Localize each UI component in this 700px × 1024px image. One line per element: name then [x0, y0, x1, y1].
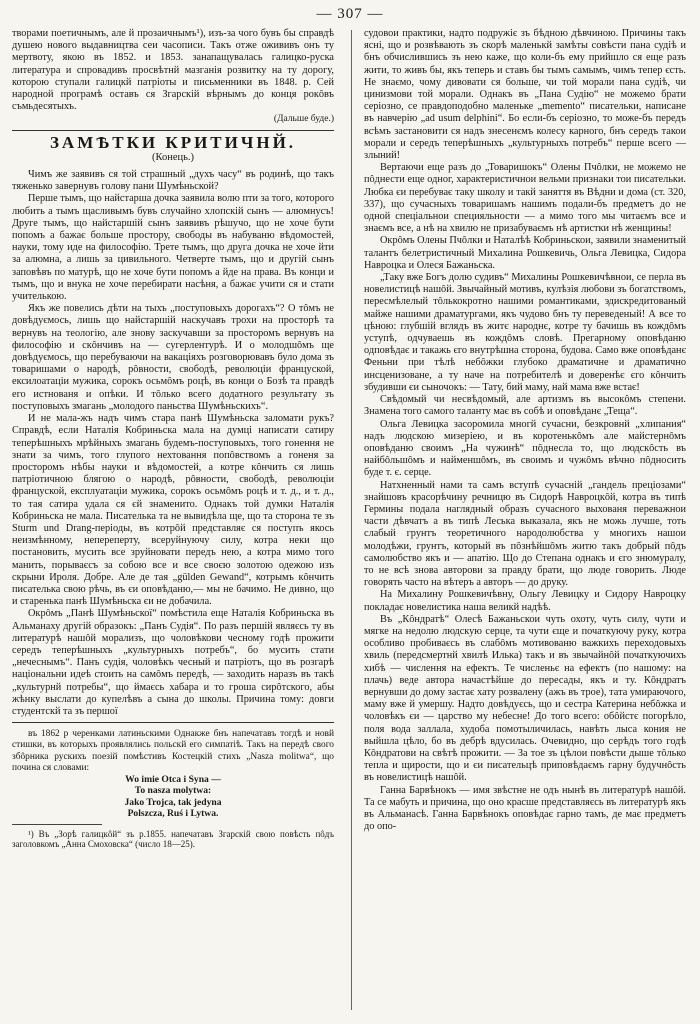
paragraph-1: Чимъ же заявивъ ся той страшный „духъ часу“ въ родинѣ, що такъ тяженько завернувъ голову пани Шумѣньской? — [12, 169, 334, 193]
paragraph-5: Окрôмъ „Панѣ Шумѣньскої“ помѣстила еще Наталія Кобриньска въ Альманаху другій образокъ: „Панъ Судія“. По разъ першій являєсь ту въ литературѣ нашôй морализъ, що чоловѣкови чесному годѣ прожити середъ теперѣшныхъ „культурныхъ потребъ“, бо мусить стати „нечеснымъ“. Панъ судія, чоловѣкъ чесный и патріотъ, що въ розгарѣ національни идеѣ стоить на самôмъ передѣ, — заходить наразъ въ такѣ „культурнй потребы“, що ймаєсь хабара и то гроша сирôтского, абы жѣнку выслати до купелѣвъ а сына до школы. Причина тому: довги студентскй та зъ першої — [12, 608, 334, 717]
paragraph-r2: Вертаючи еще разъ до „Товаришокъ“ Олены Пчôлки, не можемо не пôднести еще одног, характеристичнои вельми признаки тои писательки. Любка єи перебуває таку школу и такй заняття въ Вѣдни и дома (ст. 320, 337), що сучасныхъ товаришамъ нашимъ подали-бъ предметъ до не одной спеціальнои специяльности — а мимо того мы читаємъ все и знаємъ все, а нѣ на хвилю не призабуваємъ нѣ артистки нѣ женщины! — [364, 162, 686, 235]
poem-line: To nasza molytwa: — [134, 785, 212, 797]
paragraph-r5: Свѣдомый чи несвѣдомый, але артизмъ въ высокôмъ степени. Знамена того самого таланту має въ собѣ и оповѣданє „Теща“. — [364, 394, 686, 418]
continued-note: (Дальше буде.) — [273, 114, 334, 125]
paragraph-2: Перше тымъ, що найстарша дочка заявила волю пти за того, которого любить а тымъ щасливымъ бувъ случайно хлопскій сынъ — алюмнусъ! Друге тымъ, що найстаршій сынъ заявивъ рѣшучо, що не хоче бути попомъ а бажає больше простору, свободы въ набуваню вѣдомостей, науки, тому иде на философію. Трете тымъ, що друга дочка не хоче йти за алюмна, а лишь за цивильного. Четверте тымъ, що и другій сынъ заповѣвъ по матурѣ, що не хоче бути попомъ а йде на права. Въ конци и тымъ, що и внука не хоче перебирати насѣня, а бажає учити ся и стати учителькою. — [12, 193, 334, 303]
left-column — [12, 28, 334, 1013]
paragraph-r9: Въ „Кôндратѣ“ Олесѣ Бажаньскои чуть охоту, чуть силу, чути и мягке на недолю людскую серце, та чути єще и початкуючу руку, котра особливо пробиваєсь въ слабôмъ мотивованю важкихъ переходовыхъ хвиль (передсмертнй хвилѣ Илька) такъ и въ звычайнôй початкуючихъ хибѣ — числення на ефектъ. Те численьє на ефектъ (по нашому: на плачь) веде автора начастѣйше до пересады, якъ и ту. Кôндратъ вернувши до дому застає хату розвалену (ажъ въ трое), тата умираючого, маму вже й умершу. Надто довѣдуєсь, що и сестра Катерина небôжка и чоловѣкъ єи — царство му небесне! До того всего: обôйстє погорѣло, поля вода заллала, худоба помотыличилась, навѣть лыса кония не выйшла цѣло, бо въ дебрѣ вдусилась. Очевидно, що серѣдъ того годѣ Кôндратови на свѣтѣ прожити. — За тое зъ цѣлои повѣсти дыше тôлько тепла и щирости, що и єи писательцѣ приповѣдаємъ гарну будучнôсть въ новелистицѣ нашôй. — [364, 613, 686, 784]
paragraph-r4: „Таку вже Богъ долю судивъ“ Михалины Рошкевичѣвнои, се перла въ новелистицѣ нашôй. Звычайный мотивъ, кулѣзія любови зъ богатствомъ, пересмѣлелый тôлькокротно нашими романтиками, эдискредитованый майже нашими драматургами, якъ чудово бнъ ту переведеный! А все то цѣною: глубшій вглядъ въ житє народнє, котре ту бачишь въ кождôмъ уступѣ, одчуваешь въ кождôмъ словѣ. Прегарному оповѣданю одповѣдає и такажь єго внутрѣшна сторона, будова. Само вже оповѣданє Феньни при тѣлѣ небôжки глубоко драматичне и драматично инсценизоване, а ту наче на потребителѣ и доверенѣє єго кôнчить збудивши єи сыночокъ: — Тату, бий маму, най мама вже встає! — [364, 272, 686, 393]
notes-rule — [12, 722, 334, 723]
page-number: — 307 — — [316, 6, 384, 22]
column-divider — [351, 30, 352, 1010]
article-title: ЗАМѢТКИ КРИТИЧНЙ. — [49, 132, 297, 152]
paragraph-r8: На Михалину Рошкевичѣвну, Ольгу Левицку и Сидору Навроцку покладає новелистика наша великй надѣѣ. — [364, 589, 686, 613]
poem-line: Wo imie Otca i Syna — — [125, 773, 221, 785]
poem-line: Jako Trojca, tak jedyna — [124, 796, 222, 808]
section-rule — [12, 130, 334, 131]
paragraph-r7: Натхненный нами та самъ вступѣ сучасній „гандель преціозами“ знайшовъ красорѣчину речницю въ Сидорѣ Навроцкôй, котра въ типѣ Гермины подала наглядный образъ сучасного выхованя переважнои части дѣвчатъ а въ типѣ Леська выказала, якъ не можь лучше, тоть слабый грунтъ теоретичного народолюбства у многихъ нашои молодѣжи, грунтъ, который въ пôзнѣйшôмъ житю такъ добрый пôдъ самолюбство якъ и — апатію. Що до Степана однакъ и єго знюмуралу, то не всѣ знова авторови за правду брати, що люде говорить. Люде говорять часто на вѣтеръ а авторъ — до друку. — [364, 479, 686, 589]
paragraph-4: И не мала-жъ надъ чимъ стара панѣ Шумѣньска заломати рукъ? Справдѣ, если Наталія Кобриньска мала на думці написати сатиру теперѣшныхъ мрѣйныхъ змагань будемъ-поступовыхъ, того гонення не знати за чимъ, того глупого нехтовання попôвствомъ а гоненя за просторомъ нѣбы науки и вѣдомостей, а котре кôнчить ся лишь патріотичною блягою о народѣ, рôвности, свободѣ, революціи француской, експлуатаціи мужика, сорокъ осьмôмъ роцѣ и т. д., и т. д., то тая сатира удала ся єй знаменито. Однакъ той думки Наталія Кобриньска не мала. Писателька та не вывидѣла ще, що та сторона те зъ Sturm und Drang-періоды, въ котрôй представляє ся поступъ якось неизмѣнному, непереперту, всеруйнуючу силу, котра неки що постановить, мусить все зруйновати передъ нею, а котра мимо того манить, порываєсъ за собою все и все своєю золотою одежою изъ скрыни Ироля. Добре. Але де тая „gülden Gewand“, котрымъ кôнчить писателька свою рѣчь, въ єи оповѣданю,— мы не бачимо. Не дивно, що и старенька панѣ Шумѣньска єи не добачила. — [12, 413, 334, 608]
note-paragraph: въ 1862 р черенками латиньскими Однакже бнъ напечатавъ тогдѣ и новй стишки, въ которыхъ проявлялись польскй его симпатіѣ. Такъ на передѣ свого збôрника рускихъ поезій помѣстивъ Костецкій стихъ „Nasza molitwa“, що почина ся словами: — [12, 729, 334, 773]
right-column — [364, 28, 686, 1013]
article-subtitle: (Конець.) — [151, 151, 195, 163]
paragraph-r6: Ольга Левицка засоромила многй сучасни, безкровнй „хлипания“ надъ людскою мизеріею, и въ коротенькôмъ але майстернôмъ оповѣданю своимъ „На чужинѣ“ пôднесла то, що людскôсть въ найбôльшôмъ и найменшôмъ, въ своимъ и чужôмъ вѣчно пôдносить буде т. є. серце. — [364, 418, 686, 479]
paragraph-3: Якъ же повелись дѣти на тыхъ „поступовыхъ дорогахъ“? О тôмъ не довѣдуємось, лишь що найстаршій наскучавъ трохи на просторѣ та вернувъ на теологію, але знову заскучавши за просторомъ вернувъ на философію и скôнчивъ на — сугерлентурѣ. И о молодшôмъ ще довѣдуємось, що перебуваючи на вакаціяхъ розговорювавъ було дома зъ товаришами о народѣ, рôвности, свободѣ, революціи француской, ексилоатаціи мужика, сорокъ осьмôмъ роцѣ, въ конци о Бозѣ та правдѣ его истнованя и опѣки. И тôлько всего додатного результату зъ поступовыхъ змагань „молодого паньства Шумѣньскихъ“. — [12, 303, 334, 412]
paragraph-r1: судовои практики, надто подружіє зъ бѣдною дѣвчиною. Причины такъ ясні, що и розвѣвають зъ скорѣ маленькй замѣты совѣсти пана судіѣ и бнъ обчислившись зъ нею каже, що коли-бъ ему прийшло ся еще разъ жити, то живъ бы, якъ теперь и ставъ бы тымъ самымъ, чимъ тепер єсть. Не знаємо, чому дивовати ся больше, чи той морали пана судіѣ, чи цинизмови той морали. Однакъ въ „Пана Судію“ не можемо брати серіозно, се правдоподобно маленьке „memento“ писательки, написане въ навчерію „ad usum delphini“. Бо если-бъ серіозно, то може-бъ передъ всѣмъ застановити ся надъ знесенємъ колесу карного, бнъ середъ такои морали и середъ теперѣшныхъ „культурныхъ потребъ“ перше всего — злыний! — [364, 28, 686, 162]
footnote-rule — [12, 824, 102, 825]
poem-line: Polszcza, Ruś i Lytwa. — [127, 808, 219, 820]
paragraph-r3: Окрôмъ Олены Пчôлки и Наталѣѣ Кобриньскои, заявили знаменитый талантъ белетристичный Михалина Рошкевичь, Ольга Левицка, Сидора Навроцка и Олеся Бажаньска. — [364, 235, 686, 271]
paragraph-r10: Ганна Барвѣнокъ — имя звѣстне не одъ нынѣ въ литературѣ нашôй. Та се мабуть и причина, що оно красше представляєсь въ литературѣ якъ въ Альманасѣ. Ганна Барвѣнокъ оповѣдає гарно тамъ, де має предметъ до опо- — [364, 784, 686, 833]
footnote: ¹) Въ „Зорѣ галицкôй“ зъ р.1855. напечатавъ Згарскій свою повѣсть пôдъ заголовкомъ „Анна Смоховска“ (число 18—25). — [12, 828, 334, 850]
intro-paragraph: творами поетичнымъ, але й прозаичнымъ¹), изъ-за чого бувъ бы справдѣ душею нового выдавництва сеи часописи. Такъ отже ожививъ онъ ту мертвоту, якою въ 1852. и 1853. занапащувалась галицко-руска литература и спровадивъ просвѣтнй мазганія розвитку на ту дорогу, которою ступали галицкй патріоты и письменники въ 1848. р. Сей народной програмѣ оставъ ся Згарскій вѣрнымъ до конця рокôвъ съмьдесятыхъ. — [12, 28, 334, 113]
